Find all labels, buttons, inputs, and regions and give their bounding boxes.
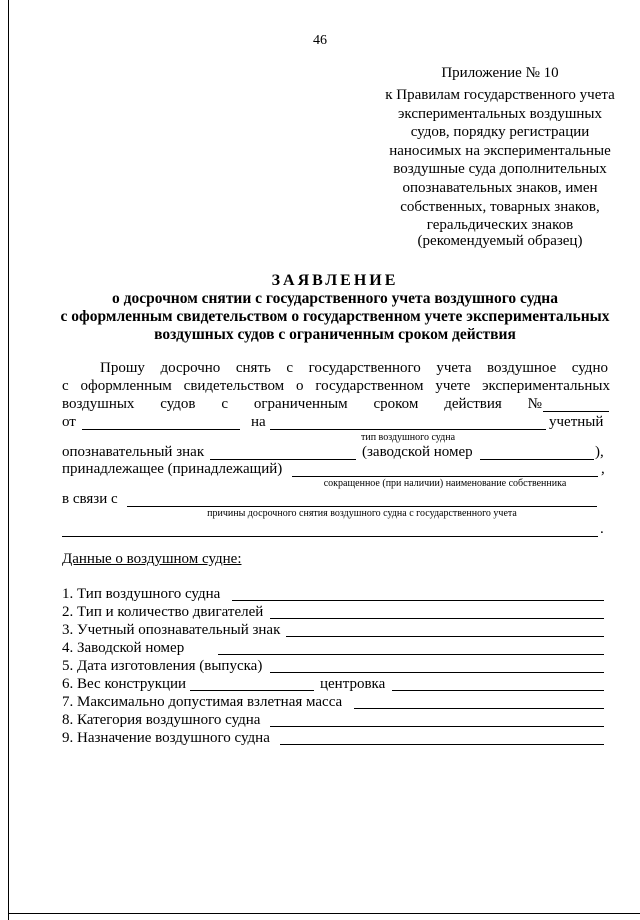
title-line: о досрочном снятии с государственного учета воздушного судна [112,290,558,307]
reason-field-continued[interactable] [62,536,598,537]
id-mark-field[interactable] [210,459,356,460]
aircraft-type-field[interactable] [270,429,546,430]
appendix-line: опознавательных знаков, имен [402,179,598,196]
serial-close: ), [595,444,604,460]
serial-number-input[interactable] [218,654,604,655]
page-frame-left [8,0,9,920]
list-item: 9. Назначение воздушного судна [62,730,270,746]
date-field[interactable] [82,429,240,430]
list-item: 6. Вес конструкции [62,676,187,692]
list-item: 1. Тип воздушного судна [62,586,221,602]
appendix-line: судов, порядку регистрации [410,124,590,141]
from-label: от [62,414,76,430]
registration-mark-input[interactable] [286,636,604,637]
id-mark-label: опознавательный знак [62,444,205,460]
number-field[interactable] [543,411,609,412]
appendix-line: экспериментальных воздушных [397,105,603,122]
document-title: ЗАЯВЛЕНИЕ [271,272,399,289]
serial-number-field[interactable] [480,459,594,460]
appendix-text [350,86,640,235]
aircraft-type-caption: тип воздушного судна [360,432,456,443]
serial-number-label: (заводской номер [362,444,473,460]
list-item: 2. Тип и количество двигателей [62,604,264,620]
owner-comma: , [601,461,605,477]
appendix-line: геральдических знаков [426,217,574,234]
list-item: 5. Дата изготовления (выпуска) [62,658,263,674]
request-line-3: воздушных судов с ограниченным сроком действия № [62,396,542,412]
appendix-line: собственных, товарных знаков, [400,198,600,215]
weight-input[interactable] [190,690,314,691]
request-line-2: с оформленным свидетельством о государственном учете экспериментальных [62,378,610,394]
list-item: 8. Категория воздушного судна [62,712,261,728]
registration-label: учетный [549,414,604,430]
appendix-line: к Правилам государственного учета [385,87,615,103]
title-line: с оформленным свидетельством о государственном учете экспериментальных [60,308,610,325]
category-input[interactable] [270,726,604,727]
title-line: воздушных судов с ограниченным сроком действия [154,326,516,343]
owner-field[interactable] [292,476,598,477]
sample-note: (рекомендуемый образец) [417,233,583,249]
reason-caption: причины досрочного снятия воздушного судна с государственного учета [207,508,517,519]
centering-input[interactable] [392,690,604,691]
appendix-line: наносимых на экспериментальные [389,142,611,159]
page-number: 46 [313,33,327,48]
engines-input[interactable] [270,618,604,619]
reason-field[interactable] [127,506,597,507]
owner-caption: сокращенное (при наличии) наименование собственника [323,478,567,489]
takeoff-mass-input[interactable] [354,708,604,709]
page-frame-bottom [8,913,640,914]
appendix-heading: Приложение № 10 [441,65,559,81]
end-dot: . [600,521,604,537]
centering-label: центровка [320,676,386,692]
list-item: 3. Учетный опознавательный знак [62,622,281,638]
owner-label: принадлежащее (принадлежащий) [62,461,283,477]
on-label: на [251,414,266,430]
request-line-1: Прошу досрочно снять с государственного учета воздушное судно [100,360,608,376]
manufacture-date-input[interactable] [270,672,604,673]
aircraft-type-input[interactable] [232,600,604,601]
appendix-line: воздушные суда дополнительных [393,161,607,178]
reason-label: в связи с [62,491,118,507]
aircraft-data-heading: Данные о воздушном судне: [62,551,242,567]
list-item: 4. Заводской номер [62,640,185,656]
list-item: 7. Максимально допустимая взлетная масса [62,694,343,710]
purpose-input[interactable] [280,744,604,745]
